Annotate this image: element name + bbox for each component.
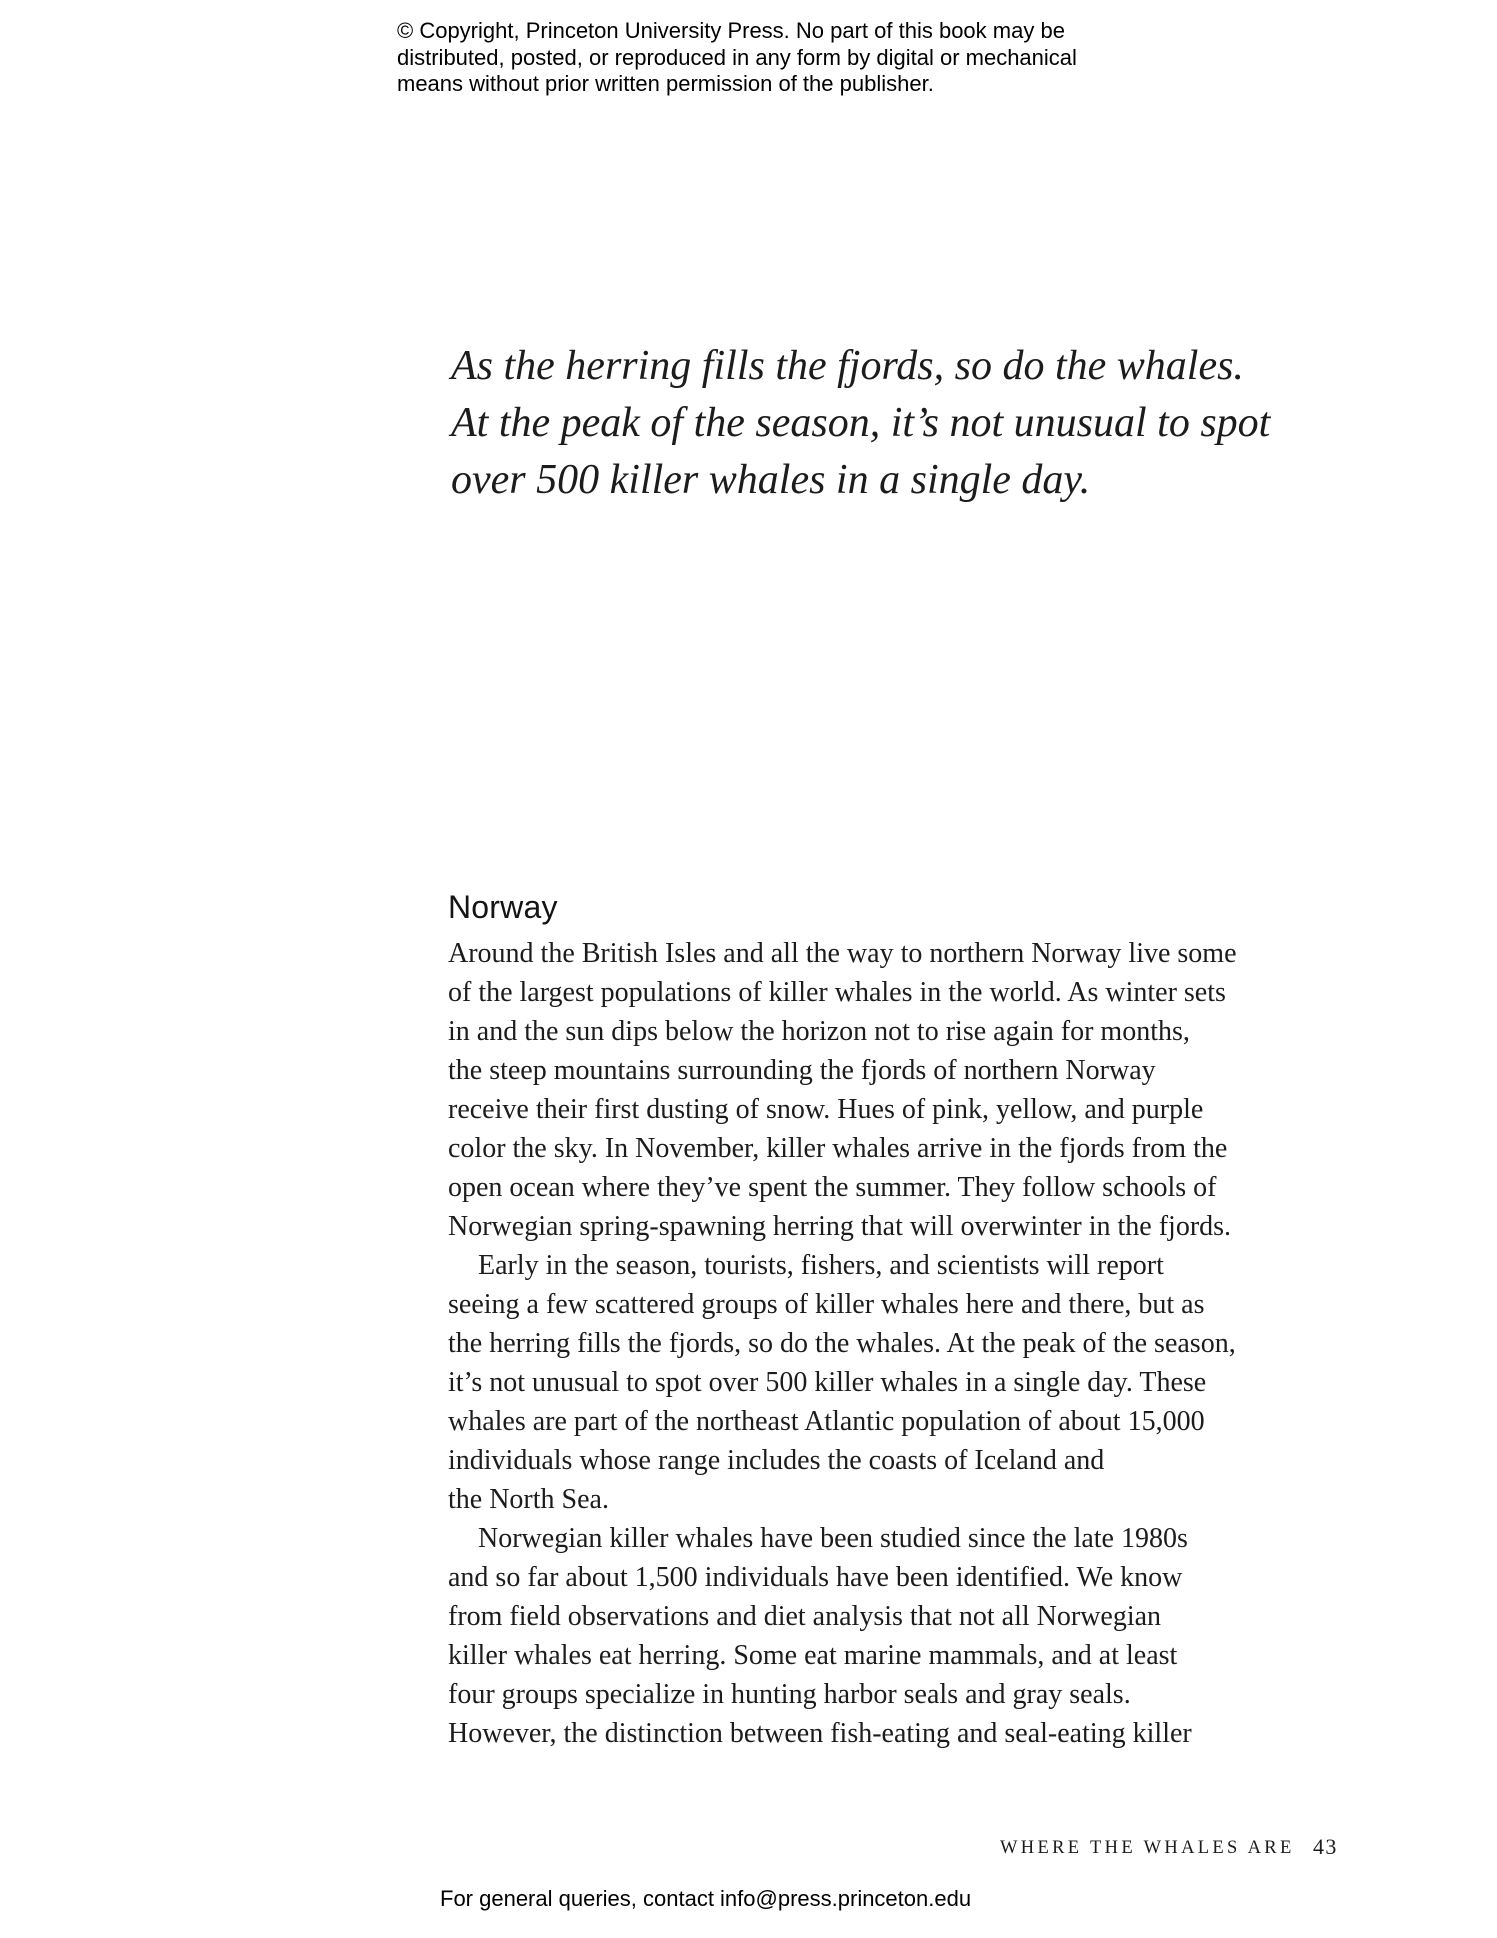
body-line: Norwegian killer whales have been studied since the late 1980s (478, 1523, 1188, 1554)
section-heading: Norway (448, 889, 558, 925)
body-line: However, the distinction between fish-eating and seal-eating killer (448, 1718, 1192, 1749)
body-line: Norwegian spring-spawning herring that will overwinter in the fjords. (448, 1211, 1232, 1242)
page-number: 43 (1313, 1834, 1338, 1859)
pull-quote (451, 338, 1270, 509)
body-line: the North Sea. (448, 1484, 609, 1515)
body-line: the herring fills the fjords, so do the whales. At the peak of the season, (448, 1328, 1236, 1359)
body-line: it’s not unusual to spot over 500 killer whales in a single day. These (448, 1367, 1207, 1398)
copyright-line: distributed, posted, or reproduced in any form by digital or mechanical (397, 44, 1077, 70)
body-line: four groups specialize in hunting harbor seals and gray seals. (448, 1679, 1131, 1710)
body-text (448, 934, 1237, 1753)
body-line: Around the British Isles and all the way to northern Norway live some (448, 938, 1237, 969)
body-line: seeing a few scattered groups of killer whales here and there, but as (448, 1289, 1205, 1320)
queries-line: For general queries, contact info@press.princeton.edu (440, 1886, 972, 1911)
body-line: Early in the season, tourists, fishers, and scientists will report (478, 1250, 1164, 1281)
pull-quote-line: over 500 killer whales in a single day. (451, 457, 1091, 503)
pull-quote-line: At the peak of the season, it’s not unusual to spot (451, 400, 1271, 446)
body-line: the steep mountains surrounding the fjords of northern Norway (448, 1055, 1156, 1086)
running-foot-title: WHERE THE WHALES ARE (1000, 1838, 1295, 1858)
body-line: of the largest populations of killer whales in the world. As winter sets (448, 977, 1226, 1008)
body-line: and so far about 1,500 individuals have been identified. We know (448, 1562, 1183, 1593)
pull-quote-line: As the herring fills the fjords, so do the whales. (451, 343, 1244, 389)
copyright-line: means without prior written permission of the publisher. (397, 71, 934, 96)
copyright-notice (397, 18, 1077, 98)
body-line: individuals whose range includes the coasts of Iceland and (448, 1445, 1105, 1476)
body-line: in and the sun dips below the horizon not to rise again for months, (448, 1016, 1190, 1047)
body-line: killer whales eat herring. Some eat marine mammals, and at least (448, 1640, 1178, 1671)
body-line: color the sky. In November, killer whales arrive in the fjords from the (448, 1133, 1228, 1164)
body-line: whales are part of the northeast Atlantic population of about 15,000 (448, 1406, 1205, 1437)
body-line: open ocean where they’ve spent the summer. They follow schools of (448, 1172, 1217, 1203)
copyright-line: © Copyright, Princeton University Press. No part of this book may be (397, 18, 1065, 43)
body-line: from field observations and diet analysis that not all Norwegian (448, 1601, 1162, 1632)
body-line: receive their first dusting of snow. Hues of pink, yellow, and purple (448, 1094, 1204, 1125)
